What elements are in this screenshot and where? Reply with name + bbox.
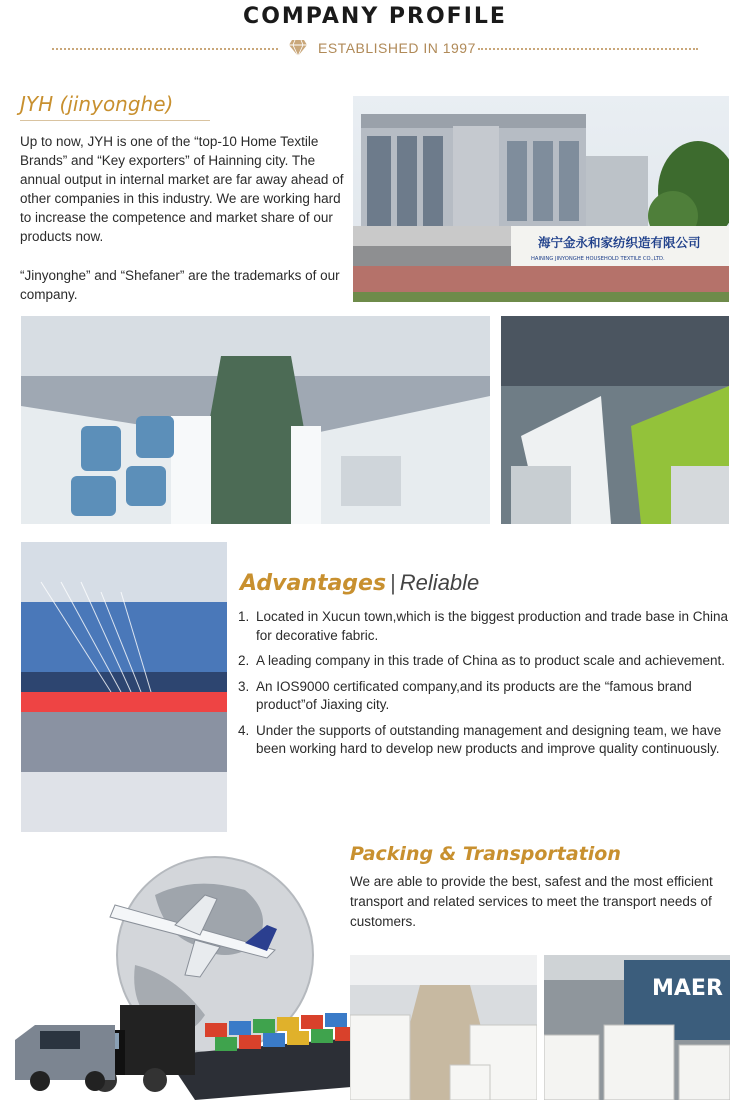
building-sign-en: HAINING JINYONGHE HOUSEHOLD TEXTILE CO.,LTD. [531, 256, 665, 262]
company-building-photo [353, 96, 729, 302]
established-text: ESTABLISHED IN 1997 [318, 40, 476, 56]
advantages-heading [240, 570, 479, 596]
about-paragraph-2: “Jinyonghe” and “Shefaner” are the trademarks of our company. [20, 268, 340, 302]
list-item: 1. Located in Xucun town,which is the biggest production and trade base in China for decorative fabric. [238, 609, 729, 643]
about-title-underline [20, 120, 210, 121]
list-item: 3. An IOS9000 certificated company,and its products are the “famous brand product”of Jiaxing city. [238, 678, 692, 712]
divider-right [478, 48, 698, 50]
page-title: COMPANY PROFILE [243, 4, 507, 29]
transport-globe-illustration [5, 855, 385, 1105]
packing-text: We are able to provide the best, safest and the most efficient transport and related services to meet the transport needs of customers. [350, 874, 713, 929]
weaving-machines-photo-1 [21, 316, 490, 524]
divider-left [52, 48, 278, 50]
container-text: MAER [652, 976, 723, 1001]
warehouse-photo [350, 955, 537, 1100]
advantages-list [238, 608, 730, 766]
weaving-machines-photo-2 [501, 316, 729, 524]
warping-yarn-photo [21, 542, 227, 832]
established-row [52, 38, 698, 60]
about-paragraph-1: Up to now, JYH is one of the “top-10 Home Textile Brands” and “Key exporters” of Hainning city. The annual output in internal market are far away ahead of other companies in this industry. We are working hard to increase the competence and market share of our products now. [20, 134, 344, 244]
van-icon [15, 1025, 115, 1091]
building-sign-cn: 海宁金永和家纺织造有限公司 [538, 235, 701, 250]
advantages-title: Advantages [240, 571, 387, 596]
packing-title: Packing & Transportation [350, 843, 621, 865]
diamond-icon [288, 39, 308, 57]
advantages-subtitle: Reliable [399, 570, 480, 595]
list-item: 2. A leading company in this trade of China as to product scale and achievement. [238, 653, 726, 668]
list-item: 4. Under the supports of outstanding management and designing team, we have been working hard to develop new products and improve quality continuously. [238, 722, 722, 756]
about-title: JYH (jinyonghe) [20, 92, 174, 116]
advantages-separator: | [390, 570, 396, 595]
container-loading-photo [544, 955, 730, 1100]
